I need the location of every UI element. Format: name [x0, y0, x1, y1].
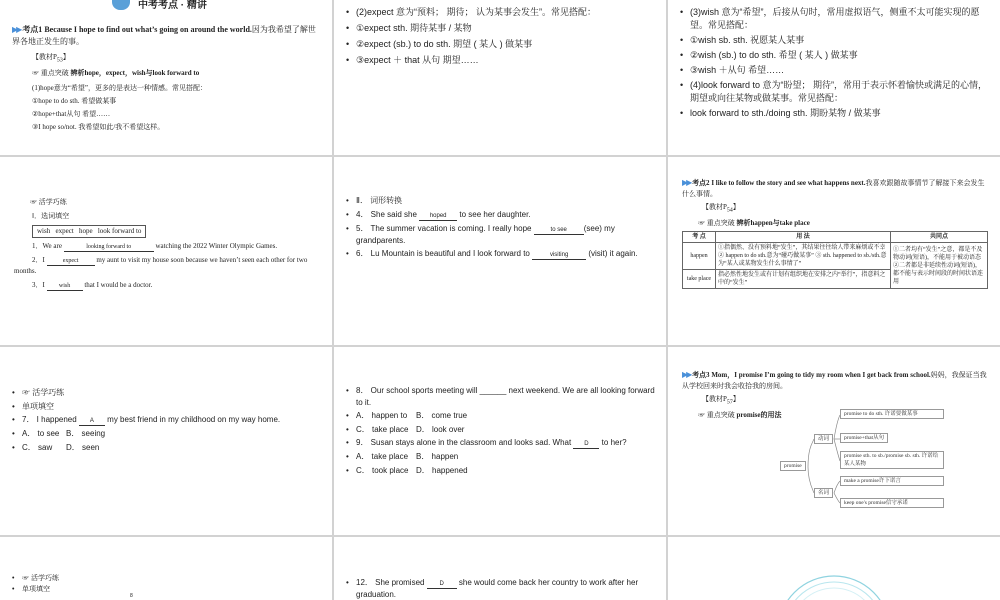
section-title: • 单项填空 [10, 401, 322, 413]
option-d[interactable]: D． happened [416, 465, 468, 475]
verb-node: 动词 [814, 434, 833, 444]
option-d[interactable]: D． seen [66, 442, 100, 452]
answer-blank[interactable]: looking forward to [64, 243, 154, 252]
textbook-ref: 【教材$P_{57}$】 [702, 395, 740, 406]
bullet-item: • ②wish (sb.) to do sth. 希望 ( 某人 ) 做某事 [678, 49, 992, 62]
comparison-table [682, 231, 988, 289]
section-title: • 单项填空 [10, 584, 322, 595]
bullet-item: • ①expect sth. 期待某事 / 某物 [344, 22, 656, 35]
text-line: (1)hope意为“希望”，更多的是表达一种情感。常见搭配： [32, 84, 207, 93]
focus-prefix: ☞ 重点突破 [32, 69, 69, 78]
focus-title: 辨析hope，expect，wish与look forward to [70, 69, 200, 78]
arrow-icon: ▶▶ [12, 25, 21, 34]
arrow-icon: ▶▶ [682, 178, 691, 187]
decorative-circle [668, 537, 1000, 600]
question-7: • 7． I happened A my best friend in my childhood on my way home. [10, 414, 322, 426]
heading: ▶▶ 考点2 I like to follow the story and see what happens next.我喜欢跟随故事情节了解接下来会发生什么事情。 [682, 178, 985, 198]
slide-9[interactable] [668, 347, 1000, 535]
practice-label: • ☞ 活学巧练 [10, 573, 322, 584]
arrow-icon: ▶▶ [682, 370, 691, 379]
text-line: ②hope+that从句 希望…… [32, 110, 111, 119]
bullet-item: • ②expect (sb.) to do sth. 期望 ( 某人 ) 做某事 [344, 38, 656, 51]
noun-usage-2: keep one's promise信守承诺 [840, 498, 944, 508]
question-9: • 9． Susan stays alone in the classroom and looks sad. What D to her? [344, 437, 656, 449]
root-node: promise [780, 461, 806, 471]
slide-4[interactable] [0, 157, 332, 345]
answer-blank[interactable]: A [79, 417, 105, 426]
verb-usage-3: promise sth. to sb./promise sb. sth. 许诺给某人某物 [840, 451, 944, 469]
focus-prefix: ☞ 重点突破 [698, 411, 735, 420]
slide-6[interactable] [668, 157, 1000, 345]
section-title: Ⅰ．选词填空 [32, 212, 70, 220]
bullet-item: • (3)wish 意为“希望”，后接从句时，常用虚拟语气，侧重不太可能实现的愿望。常见搭配： [678, 6, 992, 32]
slide-5[interactable] [334, 157, 666, 345]
focus-title: 辨析happen与take place [736, 219, 810, 228]
option-b[interactable]: B． come true [416, 411, 468, 420]
heading-cn: 因为我希望了解世界各地正发生的事。 [12, 25, 316, 46]
option-a[interactable]: A． happen to [356, 411, 408, 420]
mind-map [668, 347, 1000, 535]
option-a[interactable]: A． take place [356, 452, 409, 461]
table-row: happen ①指偶然、没有预料地“发生”，其结果往往给人带来麻烦或不幸 ② happen to do sth.意为“碰巧做某事” ③ sth. happened to sb./sth.意为“某人或某物发生什么事情了” ①二者均有“发生”之意，都是不及物动词(短语)，不能用于被动语态 ②二者都是非延续性动词(短语)，都不能与表示时间段的时间状语连用 [683, 243, 988, 270]
question-6: • 6． Lu Mountain is beautiful and I look forward to visiting (visit) it again. [344, 248, 656, 260]
bullet-item: • ①wish sb. sth. 祝愿某人某事 [678, 34, 992, 47]
answer-blank[interactable]: wish [47, 282, 83, 291]
textbook-ref: 【教材$P_{53}$】 [32, 53, 70, 64]
option-b[interactable]: B． happen [416, 452, 459, 461]
options-row [10, 428, 322, 440]
focus-prefix: ☞ 重点突破 [698, 219, 735, 228]
bullet-item: • (4)look forward to 意为“盼望； 期待”，常用于表示怀着愉快或满足的心情，期望或向往某物或做某事。常见搭配： [678, 79, 992, 105]
textbook-ref: 【教材$P_{54}$】 [702, 203, 740, 214]
text-line: ③I hope so/not. 我希望如此/我不希望这样。 [32, 123, 165, 132]
option-c[interactable]: C． take place [356, 424, 409, 434]
mind-map-lines [668, 347, 1000, 535]
answer-blank[interactable]: expect [47, 257, 95, 266]
banner-title: 中考考点 · 精讲 [138, 0, 207, 11]
slide-7[interactable] [0, 347, 332, 535]
table-header: 共同点 [891, 232, 988, 243]
table-header: 用 法 [716, 232, 891, 243]
focus-title: promise的用法 [736, 411, 782, 420]
verb-usage-1: promise to do sth. 许诺要做某事 [840, 409, 944, 419]
option-b[interactable]: B． seeing [66, 429, 106, 438]
practice-label: • ☞ 活学巧练 [10, 387, 322, 399]
question-1: 1．We are looking forward to watching the 2022 Winter Olympic Games. [32, 242, 278, 250]
bullet-item: • look forward to sth./doing sth. 期盼某物 / 做某事 [678, 107, 992, 120]
word-box: wish expect hope look forward to [32, 225, 146, 238]
slide-8[interactable] [334, 347, 666, 535]
option-d[interactable]: D． look over [416, 424, 465, 434]
option-a[interactable]: A． to see [22, 429, 60, 438]
question-4: • 4． She said she hoped to see her daughter. [344, 209, 656, 221]
slide-3[interactable] [668, 0, 1000, 155]
question-5: • 5． The summer vacation is coming. I really hope to see (see) my grandparents. [344, 223, 656, 247]
table-row: take place 指必然性地发生或有计划有组织地在安排之内“举行”，指意料之中的“发生” [683, 270, 988, 289]
question-2: 2．I expect my aunt to visit my house soon because we haven’t seen each other for two months. [14, 256, 308, 275]
verb-usage-2: promise+that从句 [840, 433, 888, 443]
answer-blank[interactable]: D [427, 580, 457, 589]
noun-node: 名词 [814, 488, 833, 498]
option-c[interactable]: C． took place [356, 465, 409, 475]
heading-label: 考点1 [22, 25, 43, 34]
slide-11[interactable] [334, 537, 666, 600]
bullet-item: • ③expect ＋ that 从句 期望…… [344, 54, 656, 67]
text-line: ①hope to do sth. 希望做某事 [32, 97, 117, 106]
answer-blank[interactable]: hoped [419, 212, 457, 221]
page-mark: 8 [130, 593, 133, 599]
slide-2[interactable] [334, 0, 666, 155]
table-header: 考 点 [683, 232, 716, 243]
noun-usage-1: make a promise许下诺言 [840, 476, 944, 486]
heading: ▶▶ 考点3 Mom，I promise I’m going to tidy my room when I get back from school.妈妈，我保证当我从学校回来时我会收拾我的房间。 [682, 370, 987, 390]
question-3: 3．I wish that I would be a doctor. [32, 281, 153, 289]
options-row [10, 442, 322, 454]
answer-blank[interactable]: to see [534, 226, 584, 235]
bullet-item: • (2)expect 意为“预料； 期待； 认为某事会发生”。常见搭配： [344, 6, 656, 19]
bullet-item: • ③wish ＋从句 希望…… [678, 64, 992, 77]
heading-en: Because I hope to find out what’s going on around the world. [44, 25, 252, 34]
question-12: • 12． She promised D she would come back her country to work after her graduation. [344, 577, 656, 600]
answer-blank[interactable]: visiting [532, 251, 586, 260]
answer-blank[interactable]: D [573, 440, 599, 449]
slide-12[interactable] [668, 537, 1000, 600]
banner-icon [112, 0, 130, 10]
practice-label: ☞ 活学巧练 [30, 198, 67, 206]
option-c[interactable]: C． saw [22, 442, 53, 452]
slide-1[interactable] [0, 0, 332, 155]
slide-10[interactable] [0, 537, 332, 600]
banner [112, 0, 232, 14]
section-title: • Ⅱ． 词形转换 [344, 195, 656, 207]
question-8: • 8． Our school sports meeting will ______ next weekend. We are all looking forward to it. [344, 385, 656, 408]
